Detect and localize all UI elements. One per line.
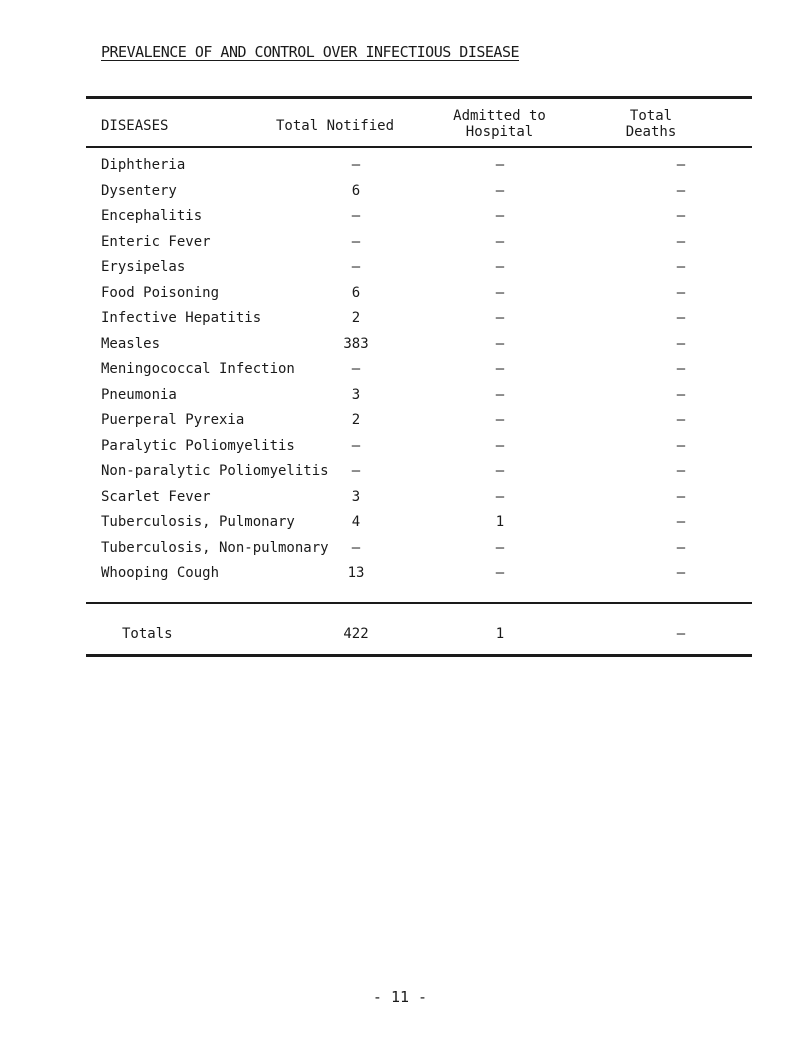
disease-name: Dysentery <box>101 182 177 199</box>
table-top-rule <box>86 96 752 99</box>
table-row <box>0 336 800 358</box>
total-notified-value: 3 <box>351 488 361 505</box>
deaths-value: – <box>676 259 686 275</box>
table-row <box>0 540 800 562</box>
deaths-value: – <box>676 233 686 250</box>
total-notified-value: 383 <box>343 335 369 352</box>
admitted-value: – <box>495 157 505 173</box>
disease-name: Tuberculosis, Pulmonary <box>101 514 295 530</box>
deaths-value: – <box>676 539 686 556</box>
table-row <box>0 514 800 536</box>
table-row <box>0 438 800 460</box>
page-title: PREVALENCE OF AND CONTROL OVER INFECTIOUS DISEASE <box>101 43 520 61</box>
total-notified-value: – <box>351 233 361 250</box>
deaths-value: – <box>676 208 686 224</box>
deaths-value: – <box>676 157 686 173</box>
disease-name: Non-paralytic Poliomyelitis <box>101 463 329 479</box>
admitted-value: – <box>495 463 505 479</box>
total-notified-value: 13 <box>347 565 365 581</box>
deaths-value: – <box>676 284 686 301</box>
total-notified-value: 3 <box>351 386 361 403</box>
header-admitted <box>437 108 562 140</box>
deaths-value: – <box>676 182 686 199</box>
disease-name: Erysipelas <box>101 259 186 275</box>
header-deaths <box>616 108 686 140</box>
admitted-value: – <box>495 259 505 275</box>
admitted-value: – <box>495 488 505 505</box>
table-row <box>0 285 800 307</box>
admitted-value: – <box>495 208 505 224</box>
admitted-value: – <box>495 310 505 326</box>
admitted-value: 1 <box>495 514 505 530</box>
totals-admitted: 1 <box>495 626 505 642</box>
deaths-value: – <box>676 437 686 454</box>
disease-name: Pneumonia <box>101 386 177 403</box>
table-row <box>0 208 800 230</box>
page-number: - 11 - <box>372 988 428 1006</box>
total-notified-value: 6 <box>351 284 361 301</box>
header-deaths-line1: Total <box>629 108 673 124</box>
disease-name: Whooping Cough <box>101 565 220 581</box>
total-notified-value: – <box>351 437 361 454</box>
disease-name: Meningococcal Infection <box>101 361 295 377</box>
table-row <box>0 565 800 587</box>
deaths-value: – <box>676 361 686 377</box>
total-notified-value: 2 <box>351 412 361 428</box>
header-admitted-line1: Admitted to <box>453 108 546 124</box>
total-notified-value: 4 <box>351 514 361 530</box>
totals-bottom-rule <box>86 654 752 657</box>
disease-name: Food Poisoning <box>101 284 220 301</box>
admitted-value: – <box>495 565 505 581</box>
total-notified-value: – <box>351 208 361 224</box>
header-diseases: DISEASES <box>101 118 169 134</box>
admitted-value: – <box>495 182 505 199</box>
table-row <box>0 412 800 434</box>
total-notified-value: 6 <box>351 182 361 199</box>
deaths-value: – <box>676 335 686 352</box>
disease-name: Paralytic Poliomyelitis <box>101 437 295 454</box>
total-notified-value: – <box>351 361 361 377</box>
deaths-value: – <box>676 565 686 581</box>
table-row <box>0 489 800 511</box>
disease-name: Scarlet Fever <box>101 488 211 505</box>
admitted-value: – <box>495 233 505 250</box>
total-notified-value: 2 <box>351 310 361 326</box>
disease-name: Diphtheria <box>101 157 186 173</box>
disease-name: Enteric Fever <box>101 233 211 250</box>
admitted-value: – <box>495 437 505 454</box>
deaths-value: – <box>676 386 686 403</box>
disease-name: Infective Hepatitis <box>101 310 262 326</box>
disease-name: Tuberculosis, Non-pulmonary <box>101 539 329 556</box>
totals-deaths: – <box>676 626 686 642</box>
admitted-value: – <box>495 335 505 352</box>
header-bottom-rule <box>86 146 752 148</box>
table-row <box>0 387 800 409</box>
deaths-value: – <box>676 514 686 530</box>
total-notified-value: – <box>351 259 361 275</box>
admitted-value: – <box>495 539 505 556</box>
header-total-notified: Total Notified <box>276 118 395 134</box>
admitted-value: – <box>495 386 505 403</box>
totals-top-rule <box>86 602 752 604</box>
total-notified-value: – <box>351 463 361 479</box>
deaths-value: – <box>676 412 686 428</box>
totals-notified: 422 <box>343 626 369 642</box>
table-row <box>0 361 800 383</box>
admitted-value: – <box>495 361 505 377</box>
admitted-value: – <box>495 284 505 301</box>
total-notified-value: – <box>351 157 361 173</box>
header-admitted-line2: Hospital <box>465 124 534 140</box>
table-row <box>0 157 800 179</box>
table-row <box>0 183 800 205</box>
total-notified-value: – <box>351 539 361 556</box>
header-deaths-line2: Deaths <box>625 124 677 140</box>
table-row <box>0 463 800 485</box>
disease-name: Puerperal Pyrexia <box>101 412 245 428</box>
admitted-value: – <box>495 412 505 428</box>
table-row <box>0 310 800 332</box>
disease-name: Measles <box>101 335 161 352</box>
deaths-value: – <box>676 310 686 326</box>
table-row <box>0 234 800 256</box>
disease-name: Encephalitis <box>101 208 203 224</box>
table-row <box>0 259 800 281</box>
totals-label: Totals <box>122 626 173 642</box>
deaths-value: – <box>676 463 686 479</box>
totals-row <box>0 626 800 648</box>
deaths-value: – <box>676 488 686 505</box>
